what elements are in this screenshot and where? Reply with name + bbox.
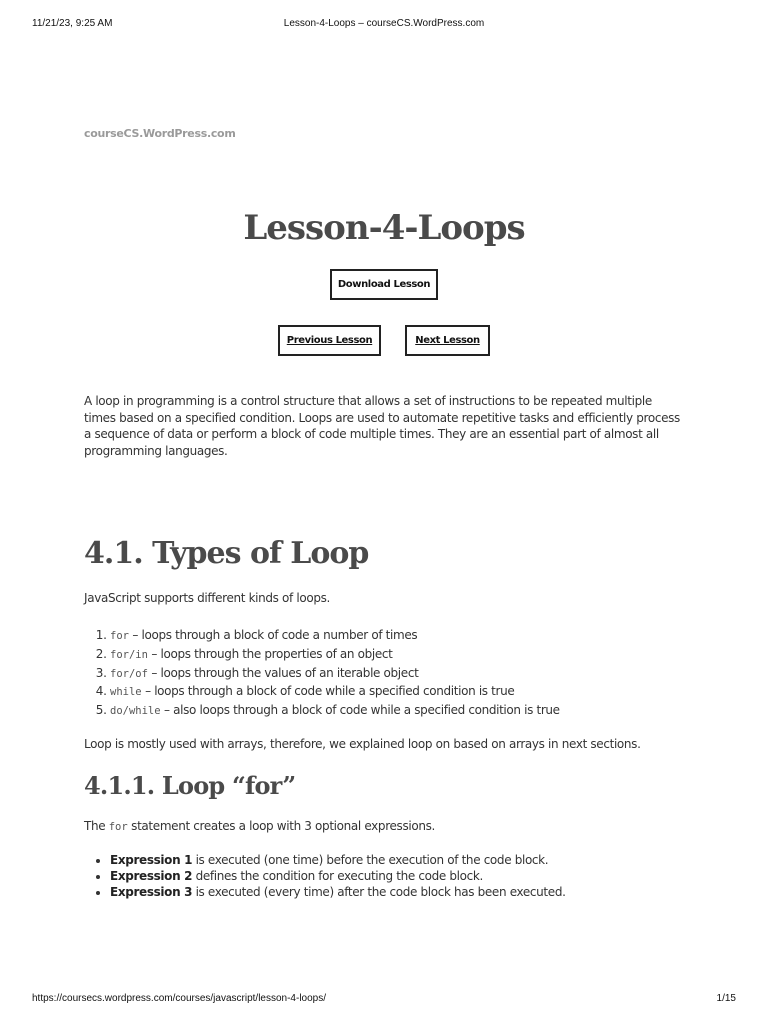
expression-label: Expression 1 [110,853,193,867]
list-item [110,853,710,869]
inline-code: for [110,630,129,642]
expressions-list [84,853,710,900]
inline-code: do/while [110,705,161,718]
next-lesson-button[interactable]: Next Lesson [405,325,490,356]
list-item-text: – loops through a block of code a number of times [128,628,418,642]
for-intro-suffix: statement creates a loop with 3 optional expressions. [127,819,435,833]
print-page-title: Lesson-4-Loops – courseCS.WordPress.com [283,18,485,29]
list-item [110,627,710,646]
inline-code: while [110,686,142,699]
for-intro-prefix: The [84,819,109,833]
list-item-text: – also loops through a block of code while a specified condition is true [160,703,560,718]
expression-label: Expression 2 [110,868,193,883]
lesson-title: Lesson-4-Loops [243,208,525,248]
site-name-link[interactable]: courseCS.WordPress.com [84,127,236,140]
list-item [110,665,710,684]
expression-label: Expression 3 [110,884,193,899]
inline-code: for [108,821,128,833]
section-heading-types-of-loop: 4.1. Types of Loop [84,536,369,571]
list-item-text: is executed (every time) after the code block has been executed. [192,884,566,899]
print-url: https://coursecs.wordpress.com/courses/javascript/lesson-4-loops/ [32,993,327,1004]
list-item [110,683,710,702]
inline-code: for/of [110,667,148,680]
loop-types-list [84,627,710,721]
list-item [110,885,710,901]
list-item-text: defines the condition for executing the code block. [192,868,483,883]
arrays-note-paragraph: Loop is mostly used with arrays, therefore, we explained loop on based on arrays in next sections. [84,737,641,751]
list-item [110,869,710,885]
list-item-text: – loops through the values of an iterable object [147,665,419,680]
list-item [110,702,710,721]
lesson-intro-paragraph: A loop in programming is a control structure that allows a set of instructions to be repeated multiple times based on a specified condition. Loops are used to automate repetitive tasks and efficiently process a sequence of data or perform a block of code multiple times. They are an essential part of almost all programming languages. [84,394,680,458]
section-heading-loop-for: 4.1.1. Loop “for” [84,771,296,800]
page-number: 1/15 [716,993,736,1004]
for-intro-paragraph [84,819,435,833]
types-intro-paragraph: JavaScript supports different kinds of loops. [84,591,330,605]
list-item-text: – loops through a block of code while a specified condition is true [141,684,515,699]
list-item-text: – loops through the properties of an object [147,646,393,661]
download-lesson-button[interactable]: Download Lesson [330,269,438,300]
list-item [110,646,710,665]
previous-lesson-button[interactable]: Previous Lesson [278,325,381,356]
inline-code: for/in [110,648,148,661]
list-item-text: is executed (one time) before the execution of the code block. [192,853,549,867]
print-datetime: 11/21/23, 9:25 AM [32,18,113,29]
